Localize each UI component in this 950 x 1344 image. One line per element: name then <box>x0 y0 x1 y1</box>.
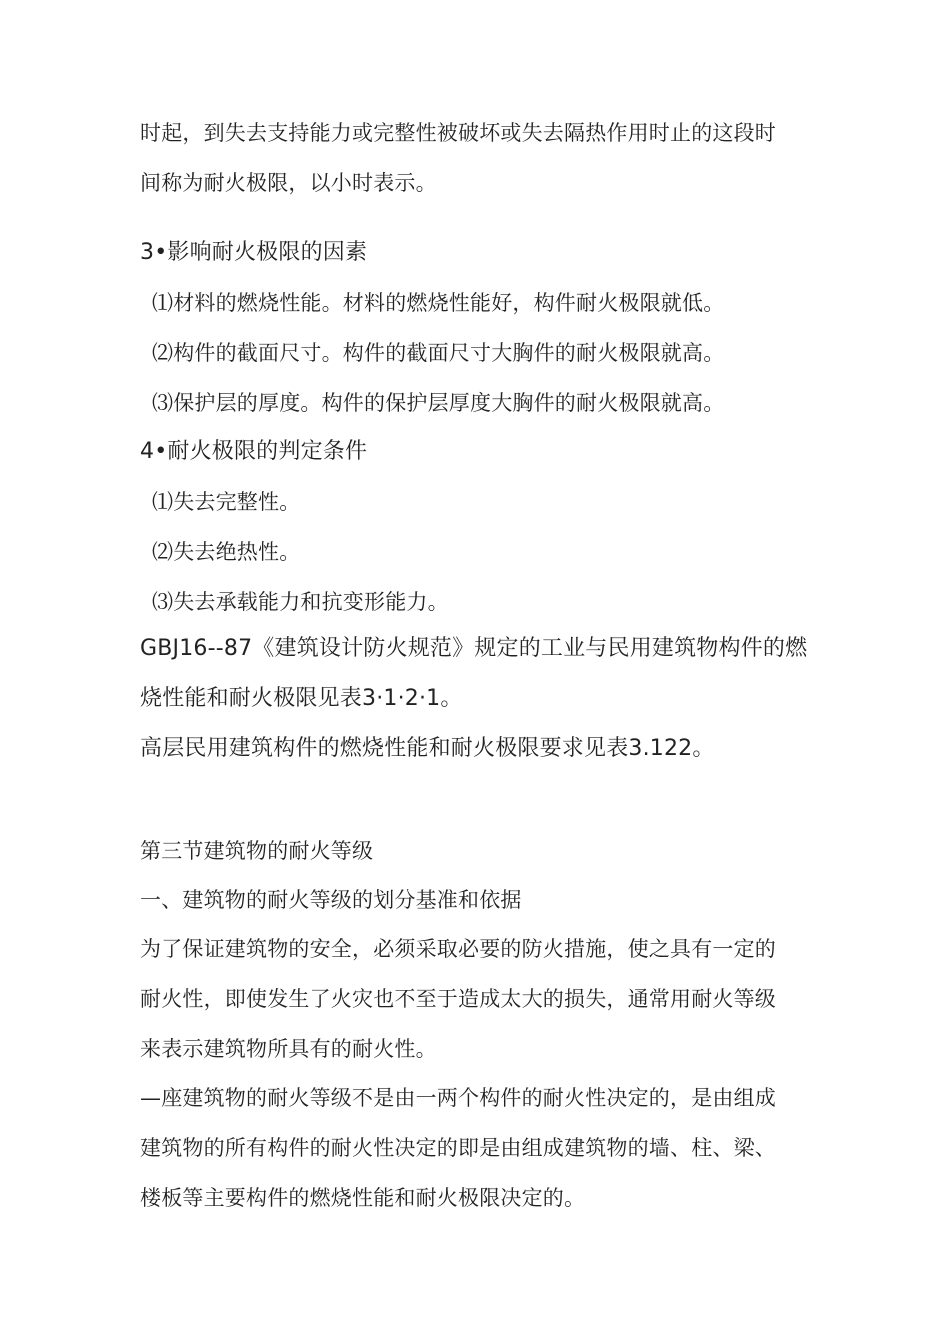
section-title: 一、建筑物的耐火等级的划分基准和依据 <box>140 888 522 912</box>
paragraph-line: 时起，到失去支持能力或完整性被破坏或失去隔热作用时止的这段时 <box>140 121 776 145</box>
list-item: ⑴失去完整性。 <box>152 490 301 514</box>
paragraph-line: GBJ16--87《建筑设计防火规范》规定的工业与民用建筑物构件的燃 <box>140 636 808 661</box>
list-item: ⑵构件的截面尺寸。构件的截面尺寸大胸件的耐火极限就高。 <box>152 341 725 365</box>
section-heading: 4•耐火极限的判定条件 <box>140 439 368 464</box>
paragraph-line: 楼板等主要构件的燃烧性能和耐火极限决定的。 <box>140 1186 586 1210</box>
chapter-title: 第三节建筑物的耐火等级 <box>140 839 374 863</box>
paragraph-line: 烧性能和耐火极限见表3·1·2·1。 <box>140 686 463 711</box>
paragraph-line: 耐火性，即使发生了火灾也不至于造成太大的损失，通常用耐火等级 <box>140 987 776 1011</box>
paragraph-line: 建筑物的所有构件的耐火性决定的即是由组成建筑物的墙、柱、梁、 <box>140 1136 776 1160</box>
section-heading: 3•影响耐火极限的因素 <box>140 240 368 265</box>
paragraph-line: 来表示建筑物所具有的耐火性。 <box>140 1037 437 1061</box>
list-item: ⑴材料的燃烧性能。材料的燃烧性能好，构件耐火极限就低。 <box>152 291 725 315</box>
list-item: ⑶失去承载能力和抗变形能力。 <box>152 590 449 614</box>
paragraph-line: 高层民用建筑构件的燃烧性能和耐火极限要求见表3.122。 <box>140 736 715 761</box>
list-item: ⑵失去绝热性。 <box>152 540 301 564</box>
paragraph-line: 为了保证建筑物的安全，必须采取必要的防火措施，使之具有一定的 <box>140 937 776 961</box>
paragraph-line: 间称为耐火极限，以小时表示。 <box>140 171 437 195</box>
paragraph-line: —座建筑物的耐火等级不是由一两个构件的耐火性决定的，是由组成 <box>140 1086 776 1110</box>
list-item: ⑶保护层的厚度。构件的保护层厚度大胸件的耐火极限就高。 <box>152 391 725 415</box>
